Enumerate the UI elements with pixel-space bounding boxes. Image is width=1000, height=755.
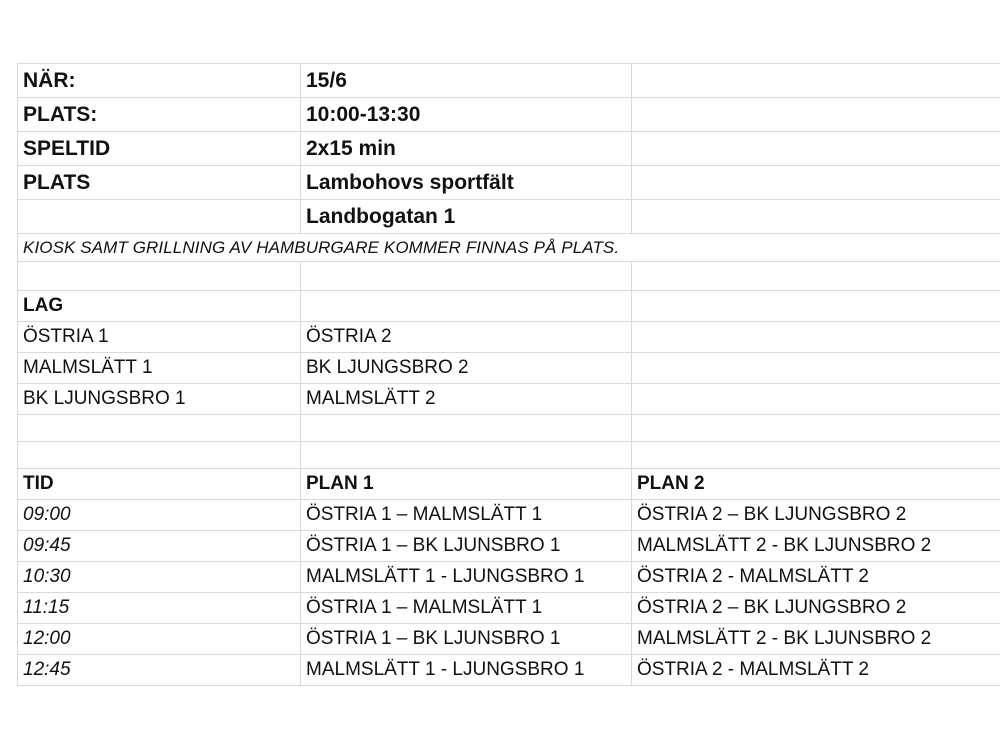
schedule-table xyxy=(17,63,1000,686)
blank-row xyxy=(18,262,1000,291)
game-row xyxy=(18,624,1000,655)
schedule-header-row xyxy=(18,469,1000,500)
empty-cell xyxy=(632,384,1000,415)
empty-cell xyxy=(632,442,1000,469)
info-label xyxy=(18,200,301,234)
kiosk-note: KIOSK SAMT GRILLNING AV HAMBURGARE KOMMER FINNAS PÅ PLATS. xyxy=(18,234,1000,262)
team-name: MALMSLÄTT 1 xyxy=(18,353,301,384)
field1-match: MALMSLÄTT 1 - LJUNGSBRO 1 xyxy=(301,562,632,593)
empty-cell xyxy=(632,291,1000,322)
spreadsheet xyxy=(17,63,1000,686)
field2-match: MALMSLÄTT 2 - BK LJUNSBRO 2 xyxy=(632,531,1000,562)
empty-cell xyxy=(18,262,301,291)
empty-cell xyxy=(632,353,1000,384)
team-name: ÖSTRIA 2 xyxy=(301,322,632,353)
info-value: Landbogatan 1 xyxy=(301,200,632,234)
field2-match: ÖSTRIA 2 - MALMSLÄTT 2 xyxy=(632,562,1000,593)
team-row xyxy=(18,353,1000,384)
teams-header: LAG xyxy=(18,291,301,322)
game-time: 09:00 xyxy=(18,500,301,531)
game-time: 10:30 xyxy=(18,562,301,593)
empty-cell xyxy=(632,64,1000,98)
game-time: 11:15 xyxy=(18,593,301,624)
field1-match: ÖSTRIA 1 – BK LJUNSBRO 1 xyxy=(301,531,632,562)
team-row xyxy=(18,384,1000,415)
empty-cell xyxy=(632,415,1000,442)
field2-match: ÖSTRIA 2 - MALMSLÄTT 2 xyxy=(632,655,1000,686)
field2-match: ÖSTRIA 2 – BK LJUNGSBRO 2 xyxy=(632,500,1000,531)
game-row xyxy=(18,593,1000,624)
empty-cell xyxy=(632,262,1000,291)
team-name: BK LJUNGSBRO 1 xyxy=(18,384,301,415)
game-row xyxy=(18,655,1000,686)
info-row-playtime xyxy=(18,132,1000,166)
game-time: 12:00 xyxy=(18,624,301,655)
field1-match: ÖSTRIA 1 – MALMSLÄTT 1 xyxy=(301,593,632,624)
empty-cell xyxy=(632,322,1000,353)
field1-header: PLAN 1 xyxy=(301,469,632,500)
blank-row xyxy=(18,415,1000,442)
game-row xyxy=(18,562,1000,593)
game-row xyxy=(18,531,1000,562)
empty-cell xyxy=(632,200,1000,234)
info-value: 15/6 xyxy=(301,64,632,98)
empty-cell xyxy=(18,415,301,442)
empty-cell xyxy=(632,166,1000,200)
empty-cell xyxy=(632,132,1000,166)
field2-header: PLAN 2 xyxy=(632,469,1000,500)
game-row xyxy=(18,500,1000,531)
info-label: PLATS xyxy=(18,166,301,200)
game-time: 12:45 xyxy=(18,655,301,686)
empty-cell xyxy=(301,262,632,291)
team-row xyxy=(18,322,1000,353)
info-row-place xyxy=(18,166,1000,200)
empty-cell xyxy=(632,98,1000,132)
info-row-time xyxy=(18,98,1000,132)
info-value: 10:00-13:30 xyxy=(301,98,632,132)
teams-header-row xyxy=(18,291,1000,322)
team-name: MALMSLÄTT 2 xyxy=(301,384,632,415)
info-label: SPELTID xyxy=(18,132,301,166)
empty-cell xyxy=(301,415,632,442)
field2-match: MALMSLÄTT 2 - BK LJUNSBRO 2 xyxy=(632,624,1000,655)
field1-match: ÖSTRIA 1 – MALMSLÄTT 1 xyxy=(301,500,632,531)
note-row xyxy=(18,234,1000,262)
field1-match: ÖSTRIA 1 – BK LJUNSBRO 1 xyxy=(301,624,632,655)
time-header: TID xyxy=(18,469,301,500)
game-time: 09:45 xyxy=(18,531,301,562)
team-name: ÖSTRIA 1 xyxy=(18,322,301,353)
field2-match: ÖSTRIA 2 – BK LJUNGSBRO 2 xyxy=(632,593,1000,624)
blank-row xyxy=(18,442,1000,469)
info-row-when xyxy=(18,64,1000,98)
info-value: Lambohovs sportfält xyxy=(301,166,632,200)
empty-cell xyxy=(301,442,632,469)
empty-cell xyxy=(301,291,632,322)
info-label: NÄR: xyxy=(18,64,301,98)
field1-match: MALMSLÄTT 1 - LJUNGSBRO 1 xyxy=(301,655,632,686)
info-value: 2x15 min xyxy=(301,132,632,166)
info-row-address xyxy=(18,200,1000,234)
empty-cell xyxy=(18,442,301,469)
info-label: PLATS: xyxy=(18,98,301,132)
team-name: BK LJUNGSBRO 2 xyxy=(301,353,632,384)
